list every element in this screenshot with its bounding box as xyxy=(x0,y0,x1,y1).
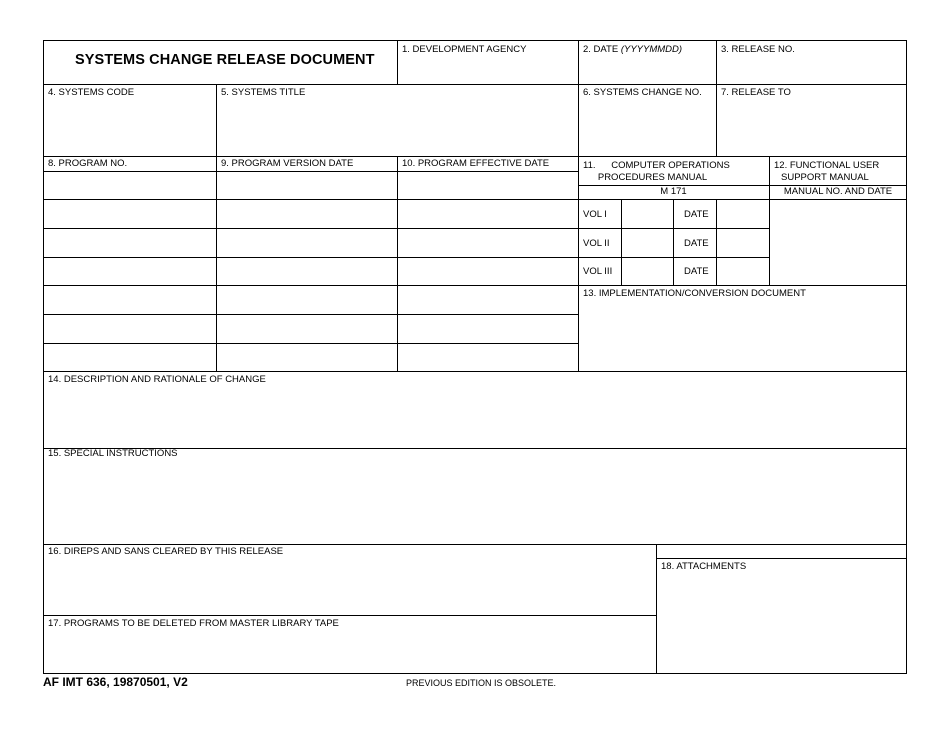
release-no-label: 3. RELEASE NO. xyxy=(721,44,795,55)
systems-title-field[interactable] xyxy=(217,100,577,155)
systems-code-label: 4. SYSTEMS CODE xyxy=(48,87,135,98)
attachments-label: 18. ATTACHMENTS xyxy=(661,561,747,572)
vol-date-label: DATE xyxy=(684,238,709,249)
development-agency-label: 1. DEVELOPMENT AGENCY xyxy=(402,44,527,55)
grid-line xyxy=(621,199,622,285)
program-effective-date-label: 10. PROGRAM EFFECTIVE DATE xyxy=(402,158,550,169)
date-field[interactable] xyxy=(579,56,715,83)
grid-line xyxy=(43,199,907,200)
date-label-prefix: 2. DATE xyxy=(583,44,621,55)
implementation-document-field[interactable] xyxy=(579,302,906,370)
release-to-field[interactable] xyxy=(717,100,906,155)
special-instructions-field[interactable] xyxy=(44,462,906,543)
description-field[interactable] xyxy=(44,388,906,447)
grid-line xyxy=(716,199,717,285)
item12-line1: 12. FUNCTIONAL USER xyxy=(774,160,880,171)
vol-label: VOL I xyxy=(583,209,607,220)
item12-line2: SUPPORT MANUAL xyxy=(781,172,869,183)
attachments-field[interactable] xyxy=(657,576,906,673)
direps-field[interactable] xyxy=(44,560,655,614)
item11-number: 11. xyxy=(583,160,596,171)
grid-line xyxy=(43,171,578,172)
vol-label: VOL III xyxy=(583,266,613,277)
program-version-date-label: 9. PROGRAM VERSION DATE xyxy=(221,158,354,169)
grid-line xyxy=(43,257,769,258)
program-no-label: 8. PROGRAM NO. xyxy=(48,158,128,169)
description-label: 14. DESCRIPTION AND RATIONALE OF CHANGE xyxy=(48,374,266,385)
programs-deleted-label: 17. PROGRAMS TO BE DELETED FROM MASTER LIBRARY TAPE xyxy=(48,618,339,629)
item11-title-line2: PROCEDURES MANUAL xyxy=(597,172,708,183)
release-to-label: 7. RELEASE TO xyxy=(721,87,791,98)
grid-line xyxy=(397,156,398,371)
special-instructions-label: 15. SPECIAL INSTRUCTIONS xyxy=(48,448,178,459)
item11-subheader: M 171 xyxy=(660,186,687,197)
grid-line xyxy=(656,558,907,559)
grid-line xyxy=(43,285,907,286)
date-format-hint: (YYYYMMDD) xyxy=(620,44,683,55)
direps-label: 16. DIREPS AND SANS CLEARED BY THIS RELEASE xyxy=(48,546,284,557)
grid-line xyxy=(43,544,907,545)
vol-date-label: DATE xyxy=(684,209,709,220)
form-title: SYSTEMS CHANGE RELEASE DOCUMENT xyxy=(75,52,375,68)
grid-line xyxy=(43,371,907,372)
date-label xyxy=(583,44,682,56)
grid-line xyxy=(43,615,656,616)
form-id: AF IMT 636, 19870501, V2 xyxy=(43,675,188,689)
item11-title-line1: COMPUTER OPERATIONS xyxy=(611,160,730,171)
item12-subheader: MANUAL NO. AND DATE xyxy=(783,186,893,197)
release-no-field[interactable] xyxy=(717,56,906,83)
systems-change-no-label: 6. SYSTEMS CHANGE NO. xyxy=(583,87,702,98)
development-agency-field[interactable] xyxy=(398,56,577,83)
programs-deleted-field[interactable] xyxy=(44,632,655,673)
grid-line xyxy=(43,156,907,157)
systems-change-no-field[interactable] xyxy=(579,100,715,155)
grid-line xyxy=(43,314,578,315)
vol-label: VOL II xyxy=(583,238,610,249)
grid-line xyxy=(43,84,907,85)
grid-line xyxy=(673,199,674,285)
implementation-document-label: 13. IMPLEMENTATION/CONVERSION DOCUMENT xyxy=(583,288,806,299)
systems-code-field[interactable] xyxy=(44,100,215,155)
edition-note: PREVIOUS EDITION IS OBSOLETE. xyxy=(406,678,557,688)
grid-line xyxy=(769,156,770,285)
grid-line xyxy=(43,343,578,344)
vol-date-label: DATE xyxy=(684,266,709,277)
systems-title-label: 5. SYSTEMS TITLE xyxy=(221,87,306,98)
grid-line xyxy=(43,228,769,229)
